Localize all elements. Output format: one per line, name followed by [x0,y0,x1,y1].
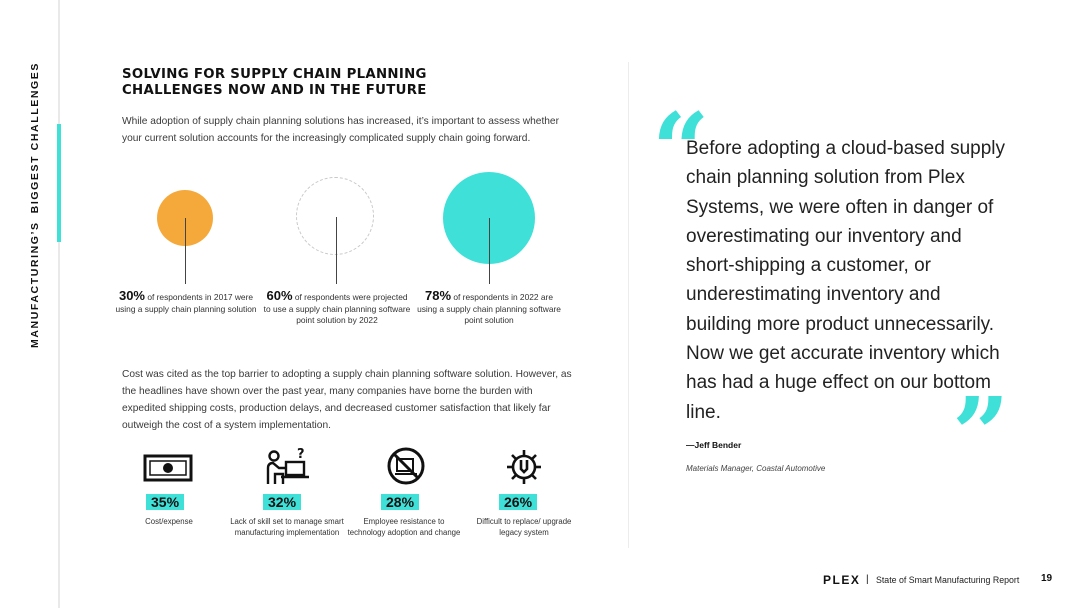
sidebar-accent-bar [57,124,61,242]
gear-wrench-icon [494,443,554,487]
worker-question-icon [257,446,317,490]
sidebar-label-part1: MANUFACTURING’S [29,221,41,348]
stat-stem-2022-projected [336,217,337,284]
stat-2022-projected-text: of respondents were projected to use a supply chain planning software point solution by 2022 [263,292,411,325]
barrier-skill-label: Lack of skill set to manage smart manufacturing implementation [230,517,344,537]
testimonial-quote: Before adopting a cloud-based supply chain planning solution from Plex Systems, we were often in danger of overestimating our inventory and short-shipping a customer, or underestimating inventory and building more product unnecessarily. Now we get accurate inventory which has had a huge effect on our bottom line. [686,138,1006,423]
no-tech-icon [376,444,436,488]
barrier-legacy-percent: 26% [499,494,537,510]
stat-2017-text: of respondents in 2017 were using a supply chain planning solution [115,292,257,314]
stat-stem-2017 [185,218,186,284]
quote-author-role: Materials Manager, Coastal Automotive [686,464,826,473]
stat-2022-text: of respondents in 2022 are using a supply chain planning software point solution [417,292,561,325]
svg-text:?: ? [297,447,305,462]
barrier-legacy-label: Difficult to replace/ upgrade legacy system [476,517,572,537]
plex-logo: PLEX [823,573,861,587]
money-icon [138,446,198,490]
stat-2017-value: 30% [118,288,145,303]
barrier-resistance-percent: 28% [381,494,419,510]
stat-2022-projected-value: 60% [266,288,293,303]
barrier-cost-percent: 35% [146,494,184,510]
stat-2022-projected [262,290,412,327]
sidebar-rule [58,0,60,608]
quote-author: —Jeff Bender [686,440,742,450]
stat-2022 [414,290,564,327]
page-number: 19 [1041,573,1053,584]
sidebar-label-part2: BIGGEST CHALLENGES [29,62,41,214]
section-title-line1: SOLVING FOR SUPPLY CHAIN PLANNING [122,67,427,82]
close-quote-mark: ” [952,375,1010,493]
body-paragraph: Cost was cited as the top barrier to adopting a supply chain planning software solution. However, as the headlines have shown over the past year, many companies have borne the burden with expedited shipping costs, production delays, and decreased customer satisfaction that likely far outweigh the cost of a system implementation. [122,369,572,431]
stat-2017 [111,290,261,315]
column-divider [628,62,629,548]
stat-2022-value: 78% [425,288,452,303]
barrier-skill-percent: 32% [263,494,301,510]
open-quote-mark: “ [652,91,710,209]
section-title-line2: CHALLENGES NOW AND IN THE FUTURE [122,83,427,98]
intro-paragraph: While adoption of supply chain planning solutions has increased, it’s important to assess whether your current solution accounts for the increasingly complicated supply chain going forward. [122,116,559,144]
section-title [122,67,502,99]
footer-separator: | [866,574,869,585]
stat-stem-2022 [489,218,490,284]
barrier-cost-label: Cost/expense [145,517,193,526]
footer-report-title: State of Smart Manufacturing Report [876,575,1020,585]
barrier-resistance-label: Employee resistance to technology adoption and change [347,517,461,537]
stat-circle-2022-projected [296,177,374,255]
sidebar-section-label [29,62,41,348]
